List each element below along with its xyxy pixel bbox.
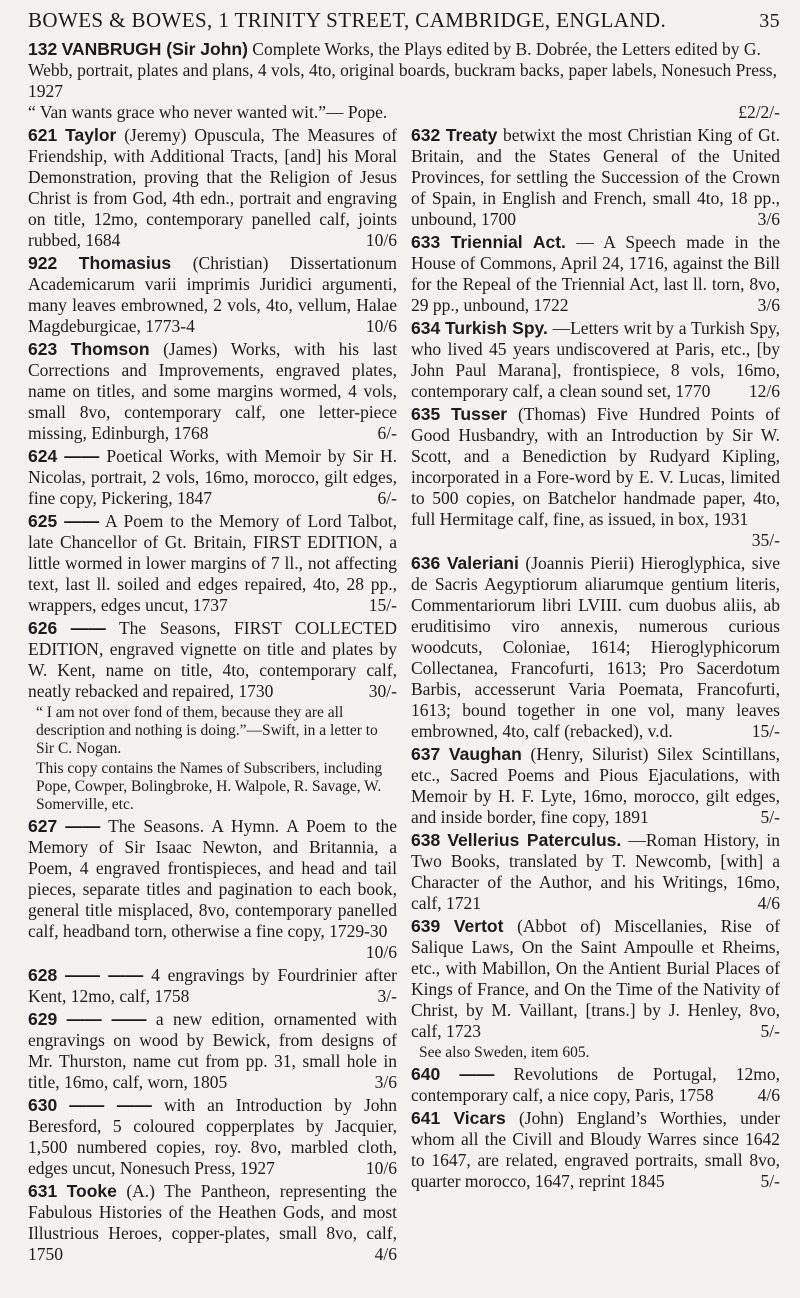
entry-text: —Roman History, in Two Books, translated by T. Newcomb, [with] a Character of the Author, and his Writings, 16mo, calf, 1721: [411, 830, 781, 913]
catalogue-entry: [411, 830, 780, 914]
entry-price: £2/2/-: [738, 102, 780, 122]
entry-number: 625: [28, 511, 58, 531]
entry-text: The Seasons. A Hymn. A Poem to the Memory of Sir Isaac Newton, and Britannia, a Poem, 4 engraved frontispieces, and head and tail pieces, separate titles and pagination to each book, general title misplaced, 8vo, contemporary panelled calf, headband torn, otherwise a fine copy, 1729-30: [28, 816, 397, 941]
catalogue-entry: [28, 339, 397, 444]
entry-number: 922: [28, 253, 58, 273]
entry-text: (Abbot of) Miscellanies, Rise of Salique Laws, On the Saint Ampoulle et Rheims, etc., with Mabillon, On the Antient Burial Places of Kings of France, and On the Time of the Nativity of Christ, by M. Vaillant, [trans.] by J. Henley, 8vo, calf, 1723: [411, 916, 781, 1041]
entry-number: 635: [411, 404, 441, 424]
entry-price: 30/-: [368, 681, 397, 701]
entry-text: betwixt the most Christian King of Gt. Britain, and the States General of the United Provinces, for settling the Succession of the Crown of Spain, in English and French, small 4to, 18 pp., unbound, 1700: [411, 125, 781, 229]
entry-price: 10/6: [365, 230, 397, 250]
entry-author: Taylor: [65, 125, 117, 145]
entry-author: VANBRUGH (Sir John): [61, 39, 248, 59]
entry-text: Revolutions de Portugal, 12mo, contemporary calf, a nice copy, Paris, 1758: [411, 1064, 780, 1105]
entry-note: This copy contains the Names of Subscribers, including Pope, Cowper, Bolingbroke, H. Walpole, R. Savage, W. Somerville, etc.: [36, 760, 383, 813]
catalogue-entry: [28, 446, 397, 509]
entry-author: Treaty: [445, 125, 498, 145]
entry-number: 628: [28, 965, 58, 985]
entry-number: 630: [28, 1095, 58, 1115]
entry-author: ——: [64, 511, 100, 531]
left-column: [28, 125, 397, 1267]
entry-author: Tooke: [66, 1181, 117, 1201]
catalogue-entry: [411, 125, 780, 230]
entry-text: (Henry, Silurist) Silex Scintillans, etc., Sacred Poems and Pious Ejaculations, with Memoir by H. F. Lyte, 16mo, morocco, gilt edges, and inside border, fine copy, 1891: [411, 744, 781, 827]
catalogue-entry: [411, 318, 780, 402]
catalogue-entry: [411, 232, 780, 316]
entry-note: See also Sweden, item 605.: [419, 1044, 590, 1061]
entry-quote: “ Van wants grace who never wanted wit.”— Pope.: [28, 102, 388, 122]
entry-text: (John) England’s Worthies, under whom all the Civill and Bloudy Warres since 1642 to 1647, are related, engraved portraits, small 8vo, quarter morocco, 1647, reprint 1845: [411, 1108, 781, 1191]
entry-number: 132: [28, 39, 58, 59]
catalogue-entry: [411, 1064, 780, 1106]
entry-text: 4 engravings by Fourdrinier after Kent, 12mo, calf, 1758: [28, 965, 398, 1006]
catalogue-entry: [28, 1009, 397, 1093]
catalogue-entry: [411, 744, 780, 828]
columns: [28, 125, 780, 1267]
entry-number: 623: [28, 339, 58, 359]
catalogue-entry: [28, 253, 397, 337]
entry-number: 624: [28, 446, 58, 466]
catalogue-entry: [411, 916, 780, 1042]
entry-price: 10/6: [365, 316, 397, 336]
entry-text: (Joannis Pierii) Hieroglyphica, sive de Sacris Aegyptiorum aliarumque gentium literis, Commentariorum libri LVIII. cum duobus aliis, ab eruditisimo viro annexis, numerous curious woodcuts, Coloniae, 1614; Hieroglyphicorum Collectanea, Francofurti, 1613; Pro Sacerdotum Barbis, accesserunt Varia Poemata, Francofurti, 1613; bound together in one vol, many leaves embrowned, 4to, calf (rebacked), v.d.: [411, 553, 780, 741]
entry-price: 15/-: [368, 595, 397, 615]
entry-note: “ I am not over fond of them, because they are all description and nothing is doing.”—Swift, in a letter to Sir C. Nogan.: [36, 704, 378, 757]
entry-author: Thomasius: [78, 253, 172, 273]
entry-price: 6/-: [377, 423, 397, 443]
catalogue-entry: [28, 511, 397, 616]
entry-author: ——: [65, 816, 101, 836]
entry-text: The Seasons, FIRST COLLECTED EDITION, engraved vignette on title and plates by W. Kent, name on title, 4to, contemporary calf, neatly rebacked and repaired, 1730: [28, 618, 397, 701]
entry-number: 626: [28, 618, 58, 638]
entry-price: 4/6: [757, 1085, 780, 1105]
entry-number: 627: [28, 816, 58, 836]
catalogue-entry: [28, 816, 397, 963]
entry-price: 6/-: [377, 488, 397, 508]
catalogue-entry: [28, 618, 397, 702]
entry-text: — A Speech made in the House of Commons, April 24, 1716, against the Bill for the Repeal of the Triennial Act, last ll. torn, 8vo, 29 pp., unbound, 1722: [411, 232, 781, 315]
page-number: 35: [759, 10, 780, 32]
entry-author: —— ——: [69, 1095, 152, 1115]
lead-quote-row: [28, 102, 780, 123]
entry-price: 15/-: [751, 721, 780, 741]
entry-text: (A.) The Pantheon, representing the Fabulous Histories of the Heathen Gods, and most Illustrious Heroes, copper-plates, small 8vo, calf, 1750: [28, 1181, 398, 1264]
right-column: [411, 125, 780, 1267]
entry-author: ——: [459, 1064, 495, 1084]
catalogue-entry: [28, 1095, 397, 1179]
entry-number: 634: [411, 318, 441, 338]
entry-price: 5/-: [760, 1171, 780, 1191]
entry-text: with an Introduction by John Beresford, 5 coloured copperplates by Jacquier, 1,500 numbered copies, roy. 8vo, marbled cloth, edges uncut, Nonesuch Press, 1927: [28, 1095, 398, 1178]
entry-author: Valeriani: [446, 553, 519, 573]
entry-text: (Thomas) Five Hundred Points of Good Husbandry, with an Introduction by Sir W. Scott, and a Benediction by Rudyard Kipling, incorporated in a Fore-word by E. V. Lucas, limited to 500 copies, on Batchelor handmade paper, 4to, full Hermitage calf, fine, as issued, in box, 1931: [411, 404, 780, 529]
entry-price: 3/6: [757, 209, 780, 229]
entry-author: —— ——: [65, 965, 144, 985]
entry-author: Vellerius Paterculus.: [447, 830, 622, 850]
entry-number: 621: [28, 125, 58, 145]
entry-author: Turkish Spy.: [444, 318, 548, 338]
entry-text: (Jeremy) Opuscula, The Measures of Friendship, with Additional Tracts, [and] his Moral Demonstration, proving that the Religion of Jesus Christ is from God, 4th edn., portrait and engraving on title, 12mo, contemporary panelled calf, joints rubbed, 1684: [28, 125, 398, 250]
entry-author: Thomson: [70, 339, 150, 359]
catalogue-entry: [28, 1181, 397, 1265]
entry-text: Poetical Works, with Memoir by Sir H. Nicolas, portrait, 2 vols, 16mo, morocco, gilt edges, fine copy, Pickering, 1847: [28, 446, 398, 508]
entry-number: 638: [411, 830, 441, 850]
entry-author: Vertot: [453, 916, 504, 936]
catalogue-entry: [411, 553, 780, 742]
entry-price: 4/6: [757, 893, 780, 913]
entry-text: A Poem to the Memory of Lord Talbot, late Chancellor of Gt. Britain, FIRST EDITION, a little wormed in lower margins of 7 ll., not affecting text, last ll. soiled and edges repaired, 4to, 28 pp., wrappers, edges uncut, 1737: [28, 511, 397, 615]
entry-price: 3/-: [377, 986, 397, 1006]
entry-price: 10/6: [365, 942, 397, 962]
entry-author: Vaughan: [448, 744, 522, 764]
entry-price: 5/-: [760, 807, 780, 827]
catalogue-entry: [28, 965, 397, 1007]
entry-author: Tusser: [451, 404, 508, 424]
catalogue-entry: [28, 125, 397, 251]
entry-price: 3/6: [757, 295, 780, 315]
bookseller-address: BOWES & BOWES, 1 TRINITY STREET, CAMBRIDGE, ENGLAND.: [28, 8, 667, 32]
entry-number: 633: [411, 232, 441, 252]
entry-number: 631: [28, 1181, 58, 1201]
entry-price: 12/6: [748, 381, 780, 401]
entry-author: —— ——: [66, 1009, 147, 1029]
entry-author: Triennial Act.: [450, 232, 566, 252]
entry-author: Vicars: [453, 1108, 506, 1128]
entry-text: —Letters writ by a Turkish Spy, who lived 45 years undiscovered at Paris, etc., [by John Paul Marana], frontispiece, 8 vols, 16mo, contemporary calf, a clean sound set, 1770: [411, 318, 781, 401]
catalogue-entry: [411, 404, 780, 551]
entry-number: 639: [411, 916, 441, 936]
page-header: [28, 8, 780, 33]
entry-number: 632: [411, 125, 441, 145]
entry-price: 4/6: [374, 1244, 397, 1264]
lead-entry: [28, 39, 780, 123]
entry-text: Complete Works, the Plays edited by B. Dobrée, the Letters edited by G. Webb, portrait, plates and plans, 4 vols, 4to, original boards, buckram backs, paper labels, Nonesuch Press, 1927: [28, 39, 777, 101]
entry-author: ——: [70, 618, 106, 638]
entry-price: 3/6: [374, 1072, 397, 1092]
entry-text: (Christian) Dissertationum Academicarum varii imprimis Juridici argumenti, many leaves embrowned, 2 vols, 4to, vellum, Halae Magdeburgicae, 1773-4: [28, 253, 397, 336]
entry-price: 10/6: [365, 1158, 397, 1178]
catalogue-entry: [411, 1108, 780, 1192]
entry-author: ——: [64, 446, 100, 466]
entry-number: 629: [28, 1009, 58, 1029]
entry-price: 35/-: [751, 530, 780, 550]
entry-price: 5/-: [760, 1021, 780, 1041]
entry-number: 636: [411, 553, 441, 573]
entry-number: 637: [411, 744, 441, 764]
entry-text: a new edition, ornamented with engravings on wood by Bewick, from designs of Mr. Thurston, name cut from pp. 31, small hole in title, 16mo, calf, worn, 1805: [28, 1009, 398, 1092]
entry-number: 641: [411, 1108, 441, 1128]
entry-number: 640: [411, 1064, 441, 1084]
entry-text: (James) Works, with his last Corrections and Improvements, engraved plates, name on titles, and some margins wormed, 4 vols, small 8vo, contemporary calf, one letter-piece missing, Edinburgh, 1768: [28, 339, 397, 443]
